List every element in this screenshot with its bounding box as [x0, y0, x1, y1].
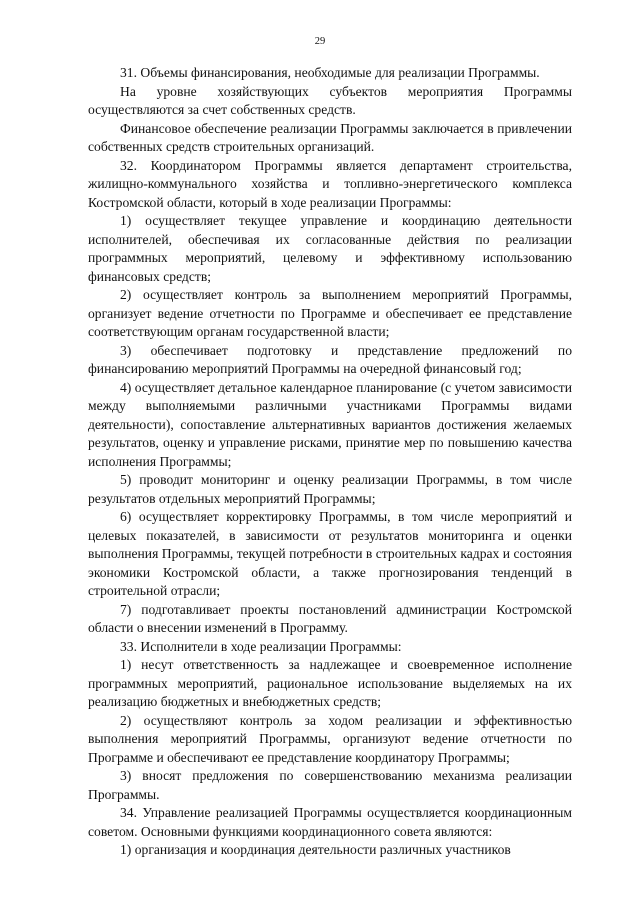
list-item: 7) подготавливает проекты постановлений администрации Костромской области о внесении изменений в Программу.	[88, 601, 572, 635]
paragraph: 33. Исполнители в ходе реализации Программы:	[120, 638, 402, 654]
list-item: 3) обеспечивает подготовку и представление предложений по финансированию мероприятий Программы на очередной финансовый год;	[88, 342, 572, 376]
body-text	[88, 64, 572, 860]
list-item: 2) осуществляют контроль за ходом реализации и эффективностью выполнения мероприятий Программы, организуют ведение отчетности по Программе и обеспечивают ее представление координатору Программы;	[88, 712, 572, 765]
list-item: 2) осуществляет контроль за выполнением мероприятий Программы, организует ведение отчетности по Программе и обеспечивает ее представление соответствующим органам государственной власти;	[88, 287, 572, 339]
paragraph: Финансовое обеспечение реализации Программы заключается в привлечении собственных средств строительных организаций.	[88, 120, 572, 154]
paragraph: 34. Управление реализацией Программы осуществляется координационным советом. Основными функциями координационного совета являются:	[88, 805, 572, 839]
paragraph: 32. Координатором Программы является департамент строительства, жилищно-коммунального хозяйства и топливно-энергетического комплекса Костромской области, который в ходе реализации Программы:	[88, 157, 572, 210]
list-item: 4) осуществляет детальное календарное планирование (с учетом зависимости между выполняемыми различными участниками Программы видами деятельности), сопоставление альтернативных вариантов достижения желаемых результатов, оценку и управление рисками, принятие мер по повышению качества исполнения Программы;	[88, 379, 572, 469]
list-item: 1) организация и координация деятельности различных участников	[120, 842, 511, 857]
paragraph: На уровне хозяйствующих субъектов мероприятия Программы осуществляются за счет собственных средств.	[88, 83, 572, 117]
list-item: 5) проводит мониторинг и оценку реализации Программы, в том числе результатов отдельных мероприятий Программы;	[88, 472, 572, 506]
list-item: 3) вносят предложения по совершенствованию механизма реализации Программы.	[88, 768, 572, 802]
list-item: 6) осуществляет корректировку Программы, в том числе мероприятий и целевых показателей, в зависимости от результатов мониторинга и оценки выполнения Программы, текущей потребности в строительных кадрах и состояния экономики Костромской области, а также прогнозирования тенденций в строительной отрасли;	[88, 509, 572, 598]
list-item: 1) несут ответственность за надлежащее и своевременное исполнение программных мероприятий, рациональное использование выделяемых на их реализацию бюджетных и внебюджетных средств;	[88, 657, 572, 709]
page-number: 29	[314, 36, 326, 47]
list-item: 1) осуществляет текущее управление и координацию деятельности исполнителей, обеспечивая их согласованные действия по реализации программных мероприятий, целевому и эффективному использованию финансовых средств;	[88, 213, 572, 284]
paragraph: 31. Объемы финансирования, необходимые для реализации Программы.	[120, 65, 540, 80]
